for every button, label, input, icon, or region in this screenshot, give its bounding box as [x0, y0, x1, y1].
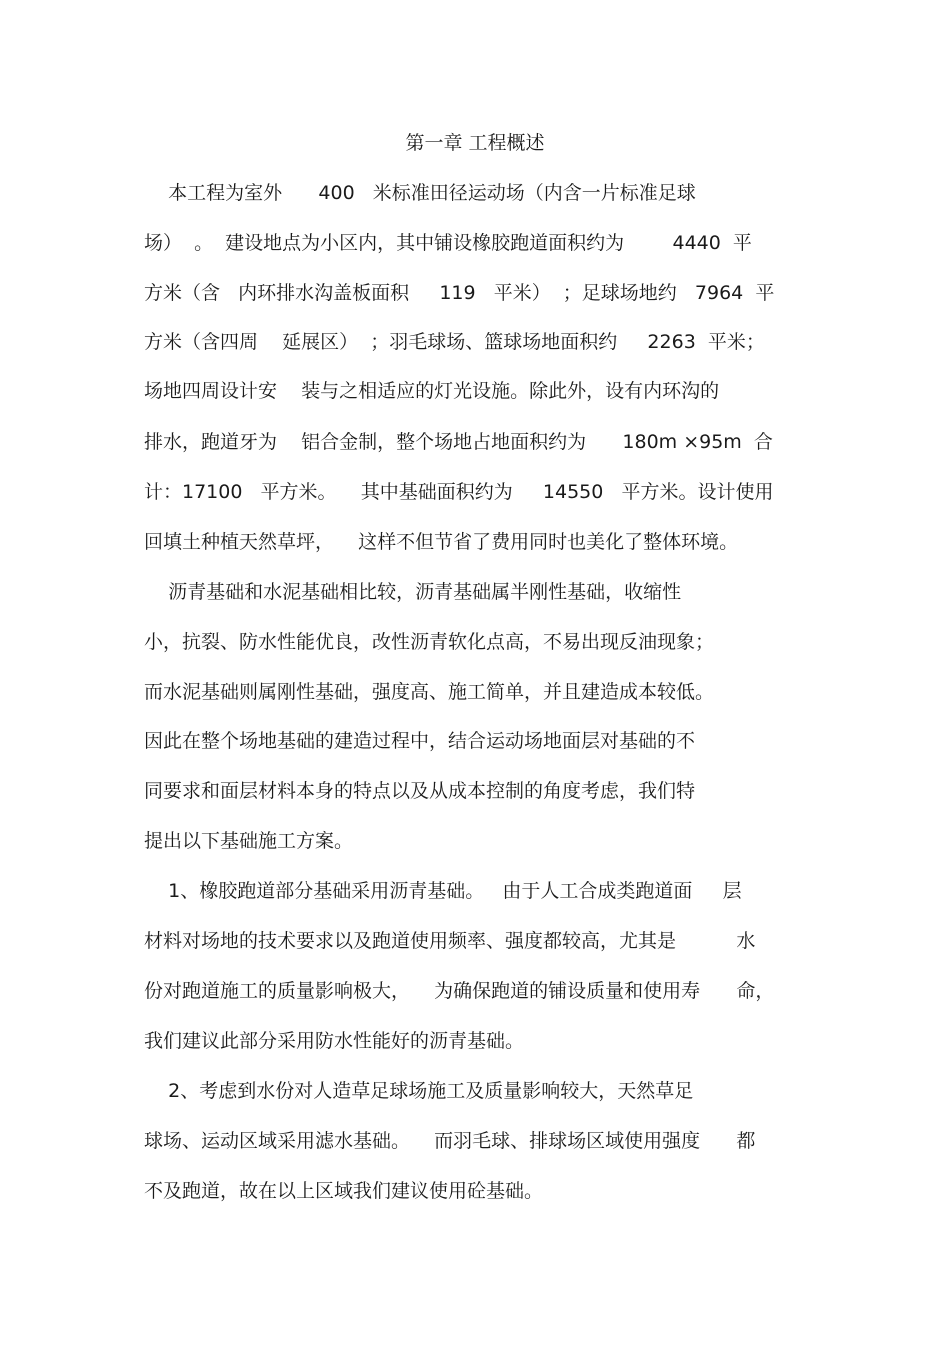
body-line: 提出以下基础施工方案。: [144, 830, 354, 852]
body-line: 排水，跑道牙为 铝合金制，整个场地占地面积约为 180m ×95m 合: [144, 431, 773, 453]
body-line: 因此在整个场地基础的建造过程中，结合运动场地面层对基础的不: [144, 730, 696, 752]
body-line: 方米（含 内环排水沟盖板面积 119 平米） ；足球场地约 7964 平: [144, 282, 775, 304]
chapter-title: 第一章 工程概述: [405, 132, 545, 154]
body-line: 同要求和面层材料本身的特点以及从成本控制的角度考虑，我们特: [144, 780, 696, 802]
body-line: 场地四周设计安 装与之相适应的灯光设施。除此外，设有内环沟的: [144, 380, 720, 402]
body-line: 本工程为室外 400 米标准田径运动场（内含一片标准足球: [144, 182, 696, 204]
body-line: 2、考虑到水份对人造草足球场施工及质量影响较大，天然草足: [144, 1080, 694, 1102]
body-line: 沥青基础和水泥基础相比较，沥青基础属半刚性基础，收缩性: [144, 581, 682, 603]
body-line: 小，抗裂、防水性能优良，改性沥青软化点高，不易出现反油现象；: [144, 631, 715, 653]
body-line: 回填土种植天然草坪， 这样不但节省了费用同时也美化了整体环境。: [144, 531, 739, 553]
body-line: 而水泥基础则属刚性基础，强度高、施工简单，并且建造成本较低。: [144, 681, 715, 703]
body-line: 方米（含四周 延展区） ；羽毛球场、篮球场地面积约 2263 平米；: [144, 331, 765, 353]
body-line: 计：17100 平方米。 其中基础面积约为 14550 平方米。设计使用: [144, 481, 774, 503]
body-line: 球场、运动区域采用滤水基础。 而羽毛球、排球场区域使用强度 都: [144, 1130, 756, 1152]
body-line: 我们建议此部分采用防水性能好的沥青基础。: [144, 1030, 525, 1052]
body-line: 不及跑道，故在以上区域我们建议使用砼基础。: [144, 1180, 544, 1202]
body-line: 份对跑道施工的质量影响极大， 为确保跑道的铺设质量和使用寿 命，: [144, 980, 775, 1002]
body-line: 1、橡胶跑道部分基础采用沥青基础。 由于人工合成类跑道面 层: [144, 880, 742, 902]
body-line: 材料对场地的技术要求以及跑道使用频率、强度都较高，尤其是 水: [144, 930, 756, 952]
body-line: 场） 。 建设地点为小区内，其中铺设橡胶跑道面积约为 4440 平: [144, 232, 752, 254]
